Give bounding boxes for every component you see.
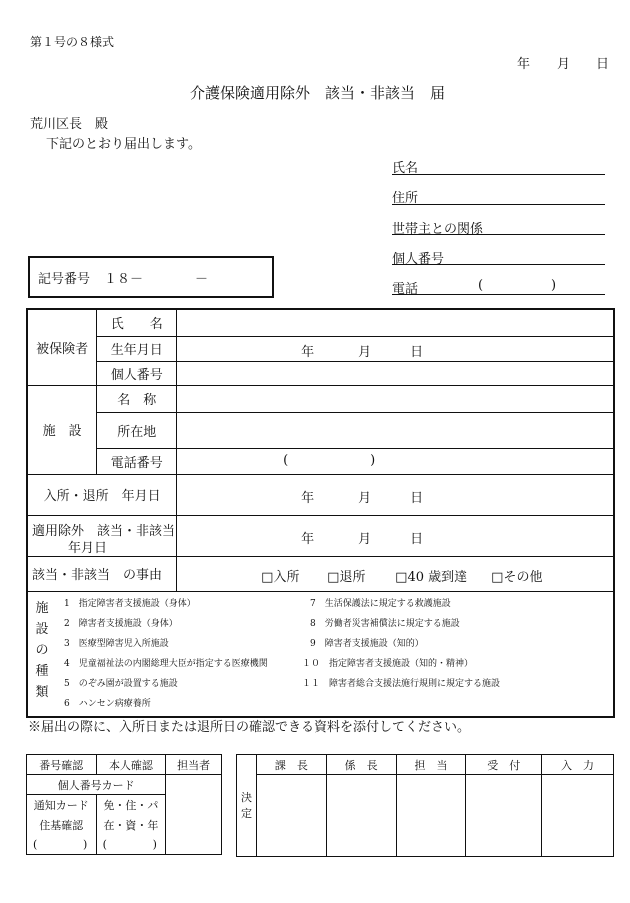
facility-name-field[interactable]	[177, 385, 614, 412]
facility-types-char: 施	[35, 600, 49, 616]
facility-type-text: 児童福祉法の内閣総理大臣が指定する医療機関	[78, 658, 268, 669]
insured-name-label: 氏 名	[97, 309, 177, 336]
applicant-address-line[interactable]	[392, 204, 605, 205]
number-check-header: 番号確認	[27, 755, 97, 775]
symbol-number-value: １８－ －	[104, 272, 209, 287]
facility-type-num: １０	[302, 658, 321, 669]
list-item	[310, 616, 460, 629]
entry-exit-day: 日	[410, 490, 424, 506]
facility-section-label: 施 設	[27, 385, 97, 474]
applicability-date-field[interactable]	[177, 515, 614, 556]
list-item	[64, 656, 268, 669]
paren-left: (	[33, 837, 38, 851]
list-item	[64, 636, 169, 649]
paren-left: (	[102, 837, 107, 851]
attachment-note: ※届出の際に、入所日または退所日の確認できる資料を添付してください。	[28, 720, 471, 735]
applicability-label-cell	[27, 515, 177, 556]
page-title: 介護保険適用除外 該当・非該当 届	[190, 84, 446, 102]
list-item	[64, 696, 151, 709]
facility-type-num: 5	[64, 678, 70, 689]
main-form-table	[26, 308, 615, 718]
facility-type-text: 障害者総合支援法施行規則に規定する施設	[329, 678, 501, 689]
entry-exit-label: 入所・退所 年月日	[27, 474, 177, 515]
entry-exit-date-field[interactable]	[177, 474, 614, 515]
list-item	[310, 636, 424, 649]
applicant-personal-number-label: 個人番号	[392, 252, 445, 267]
decision-label	[237, 755, 257, 857]
list-item	[302, 656, 473, 669]
symbol-number-label: 記号番号	[38, 272, 91, 287]
list-item	[64, 676, 178, 689]
facility-type-text: 障害者支援施設（身体）	[78, 618, 178, 629]
list-item	[64, 596, 196, 609]
facility-type-num: 1	[64, 598, 70, 609]
doc-types-line1[interactable]: 免・住・パ	[96, 795, 166, 815]
header-month: 月	[557, 57, 571, 72]
entry-exit-month: 月	[358, 490, 372, 506]
approval-stamp-input[interactable]	[542, 775, 614, 857]
insured-personal-number-label: 個人番号	[97, 361, 177, 385]
facility-type-text: 障害者支援施設（知的）	[324, 638, 424, 649]
applicant-phone-label: 電話	[392, 282, 419, 297]
facility-type-text: 医療型障害児入所施設	[78, 638, 169, 649]
applicability-month: 月	[358, 531, 372, 547]
facility-types-char: 設	[35, 621, 49, 637]
insured-personal-number-field[interactable]	[177, 361, 614, 385]
intro-text: 下記のとおり届出します。	[46, 137, 201, 152]
identity-check-header: 本人確認	[96, 755, 166, 775]
reason-option-other[interactable]: □その他	[491, 569, 543, 585]
facility-types-char: 類	[35, 684, 49, 700]
birth-month-label: 月	[358, 344, 372, 360]
facility-type-text: 指定障害者支援施設（身体）	[78, 598, 196, 609]
staff-header: 担当者	[166, 755, 222, 775]
insured-birth-field[interactable]	[177, 336, 614, 361]
facility-address-label: 所在地	[97, 412, 177, 448]
birth-year-label: 年	[301, 344, 315, 360]
birth-day-label: 日	[410, 344, 424, 360]
reason-options	[177, 556, 614, 591]
applicant-address-label: 住所	[392, 191, 419, 206]
insured-section-label: 被保険者	[27, 309, 97, 385]
facility-type-num: 3	[64, 638, 70, 649]
facility-phone-field[interactable]	[177, 448, 614, 474]
applicability-label-line2: 年月日	[68, 540, 108, 556]
facility-type-text: 労働者災害補償法に規定する施設	[324, 618, 460, 629]
applicant-personal-number-line[interactable]	[392, 264, 605, 265]
residence-check-paren[interactable]	[27, 835, 97, 855]
approval-stamp-chief[interactable]	[256, 775, 326, 857]
verification-table	[26, 754, 222, 855]
applicability-day: 日	[410, 531, 424, 547]
facility-phone-paren-close: )	[370, 452, 376, 468]
approval-col-header: 担 当	[396, 755, 466, 775]
reason-label-cell	[27, 556, 177, 591]
facility-phone-label: 電話番号	[97, 448, 177, 474]
approval-table	[236, 754, 614, 857]
facility-address-field[interactable]	[177, 412, 614, 448]
applicant-phone-paren-close: )	[551, 278, 557, 293]
facility-type-num: 4	[64, 658, 70, 669]
facility-types-cell	[27, 591, 614, 717]
facility-type-num: １１	[302, 678, 321, 689]
insured-name-field[interactable]	[177, 309, 614, 336]
doc-types-line2[interactable]: 在・資・年	[96, 815, 166, 835]
applicant-relation-label: 世帯主との関係	[392, 222, 484, 237]
approval-col-header: 入 力	[542, 755, 614, 775]
paren-right: )	[152, 837, 157, 851]
reason-option-entry[interactable]: □入所	[261, 569, 300, 585]
header-year: 年	[517, 57, 531, 72]
approval-stamp-reception[interactable]	[466, 775, 542, 857]
header-day: 日	[596, 57, 610, 72]
residence-check-option[interactable]: 住基確認	[27, 815, 97, 835]
paren-right: )	[83, 837, 88, 851]
reason-option-age40[interactable]: □40 歳到達	[395, 569, 468, 585]
facility-type-text: のぞみ園が設置する施設	[78, 678, 178, 689]
facility-types-char: の	[35, 642, 49, 658]
facility-name-label: 名 称	[97, 385, 177, 412]
symbol-number-box[interactable]	[28, 256, 274, 298]
approval-stamp-subchief[interactable]	[326, 775, 396, 857]
addressee: 荒川区長 殿	[30, 117, 109, 132]
applicant-phone-paren-open: (	[478, 278, 484, 293]
form-number: 第１号の８様式	[30, 35, 115, 49]
approval-col-header: 係 長	[326, 755, 396, 775]
applicant-name-label: 氏名	[392, 161, 419, 176]
reason-option-exit[interactable]: □退所	[327, 569, 366, 585]
facility-type-num: 9	[310, 638, 316, 649]
notice-card-option[interactable]: 通知カード	[27, 795, 97, 815]
approval-col-header: 課 長	[256, 755, 326, 775]
facility-type-text: 指定障害者支援施設（知的・精神）	[329, 658, 474, 669]
list-item	[64, 616, 178, 629]
list-item	[302, 676, 500, 689]
applicability-label-line1: 適用除外 該当・非該当	[32, 523, 176, 539]
facility-type-num: 7	[310, 598, 316, 609]
list-item	[310, 596, 451, 609]
facility-phone-paren-open: (	[283, 452, 289, 468]
applicant-relation-line[interactable]	[392, 234, 605, 235]
facility-type-text: ハンセン病療養所	[78, 698, 151, 709]
applicability-year: 年	[301, 531, 315, 547]
approval-col-header: 受 付	[466, 755, 542, 775]
applicant-name-line[interactable]	[392, 174, 605, 175]
facility-type-num: 8	[310, 618, 316, 629]
applicant-phone-line[interactable]	[392, 294, 605, 295]
staff-field[interactable]	[166, 775, 222, 855]
reason-label: 該当・非該当 の事由	[32, 568, 163, 583]
facility-type-text: 生活保護法に規定する救護施設	[324, 598, 451, 609]
mynumber-card-option[interactable]: 個人番号カード	[27, 775, 166, 795]
facility-types-label	[34, 598, 50, 703]
decision-label-text: 決定	[240, 790, 252, 820]
approval-stamp-staff[interactable]	[396, 775, 466, 857]
entry-exit-year: 年	[301, 490, 315, 506]
facility-types-char: 種	[35, 663, 49, 679]
doc-types-paren[interactable]	[96, 835, 166, 855]
facility-type-num: 2	[64, 618, 70, 629]
facility-type-num: 6	[64, 698, 70, 709]
insured-birth-label: 生年月日	[97, 336, 177, 361]
